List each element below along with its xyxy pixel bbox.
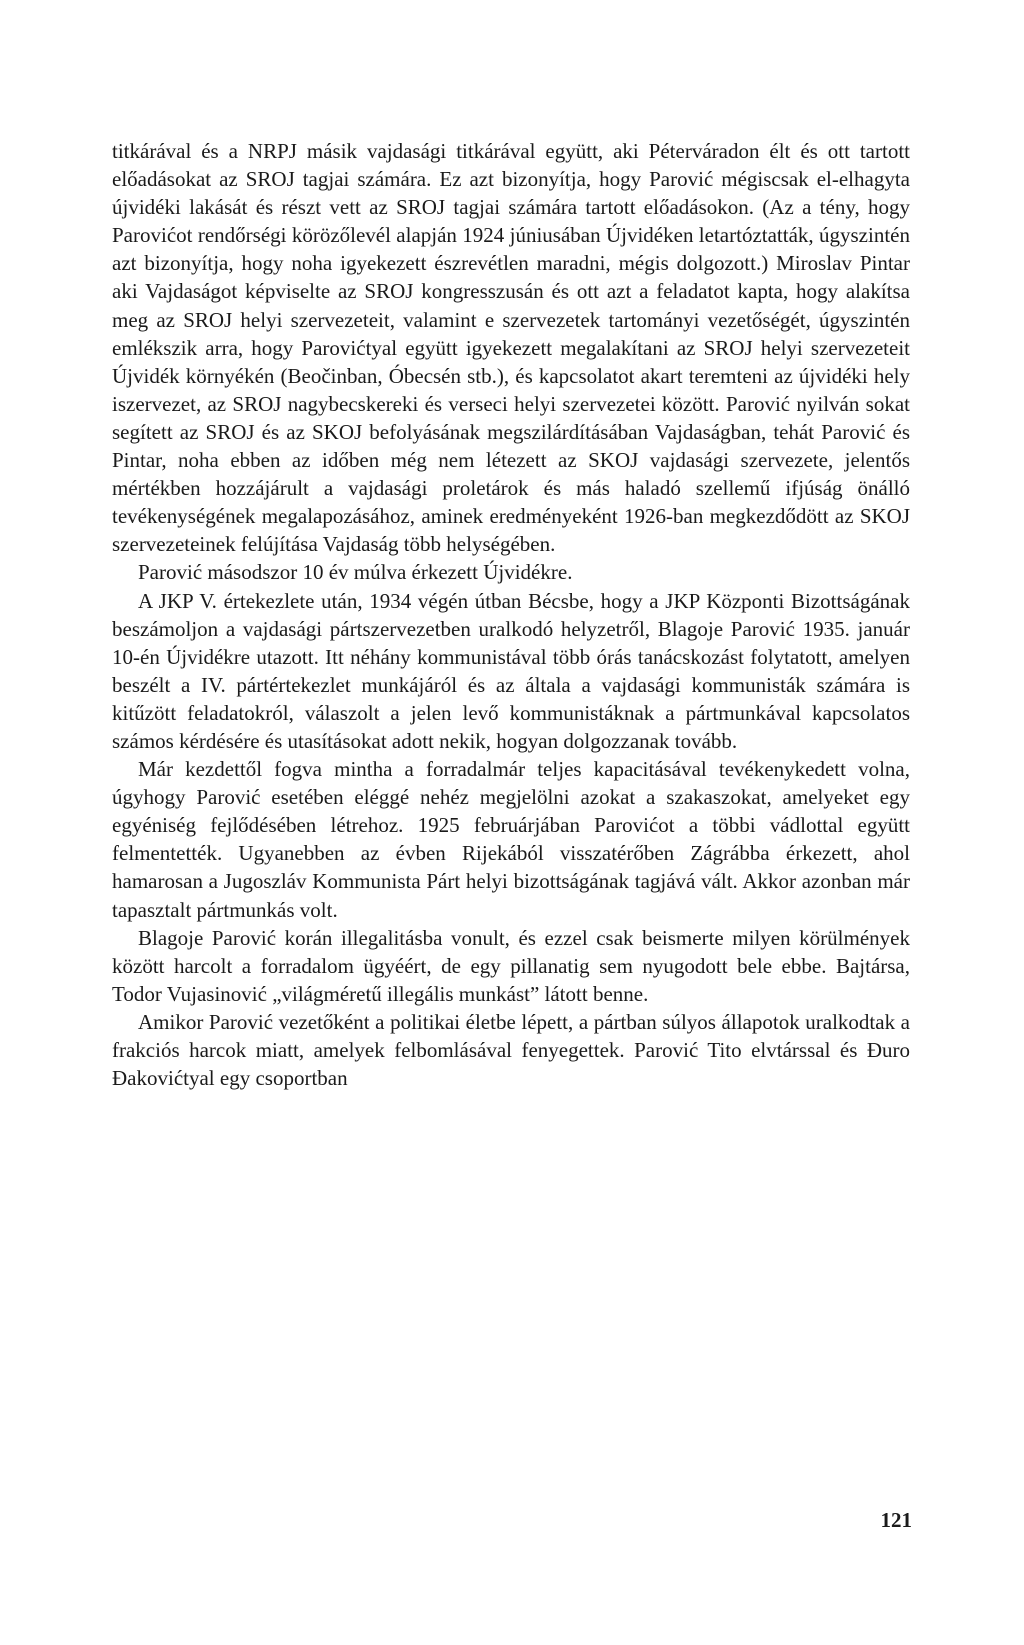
paragraph: Parović másodszor 10 év múlva érkezett Újvidékre. bbox=[138, 560, 573, 585]
paragraph: Már kezdettől fogva mintha a forradalmár teljes kapacitásával tevékenykedett volna, úgyhogy Parović esetében eléggé nehéz megjelölni azokat a szakaszokat, amelyeket egy egyéniség fejlődésében létrehoz. 1925 februárjában Parovićot a többi vádlottal együtt felmentették. Ugyanebben az évben Rijekából visszatérőben Zágrábba érkezett, ahol hamarosan a Jugoszláv Kommunista Párt helyi bizottságának tagjává vált. Akkor azonban már tapasztalt pártmunkás volt. bbox=[112, 757, 910, 922]
page-number: 121 bbox=[880, 1508, 912, 1532]
paragraph: Amikor Parović vezetőként a politikai életbe lépett, a pártban súlyos állapotok uralkodtak a frakciós harcok miatt, amelyek felbomlásával fenyegettek. Parović Tito elvtárssal és Đuro Đakovićtyal egy csoportban bbox=[112, 1009, 910, 1091]
body-text bbox=[112, 137, 910, 1092]
paragraph: titkárával és a NRPJ másik vajdasági titkárával együtt, aki Péterváradon élt és ott tartott előadásokat az SROJ tagjai számára. Ez azt bizonyítja, hogy Parović mégiscsak el-elhagyta újvidéki lakását és részt vett az SROJ tagjai számára tartott előadásokon. (Az a tény, hogy Parovićot rendőrségi körözőlevél alapján 1924 júniusában Újvidéken letartóztatták, úgyszintén azt bizonyítja, hogy noha igyekezett észrevétlen maradni, mégis dolgozott.) Miroslav Pintar aki Vajdaságot képviselte az SROJ kongresszusán és ott azt a feladatot kapta, hogy alakítsa meg az SROJ helyi szervezeteit, valamint e szervezetek tartományi vezetőségét, úgyszintén emlékszik arra, hogy Parovićtyal együtt igyekezett megalakítani az SROJ helyi szervezeteit Újvidék környékén (Beočinban, Óbecsén stb.), és kapcsolatot akart teremteni az újvidéki hely iszervezet, az SROJ nagybecskereki és verseci helyi szervezetei között. Parović nyilván sokat segített az SROJ és az SKOJ befolyásának megszilárdításában Vajdaságban, tehát Parović és Pintar, noha ebben az időben még nem létezett az SKOJ vajdasági szervezete, jelentős mértékben hozzájárult a vajdasági proletárok és más haladó szellemű ifjúság önálló tevékenységének megalapozásához, aminek eredményeként 1926-ban megkezdődött az SKOJ szervezeteinek felújítása Vajdaság több helységében. bbox=[112, 139, 910, 557]
paragraph: A JKP V. értekezlete után, 1934 végén útban Bécsbe, hogy a JKP Központi Bizottságának beszámoljon a vajdasági pártszervezetben uralkodó helyzetről, Blagoje Parović 1935. január 10-én Újvidékre utazott. Itt néhány kommunistával több órás tanácskozást folytatott, amelyen beszélt a IV. pártértekezlet munkájáról és az általa a vajdasági kommunisták számára is kitűzött feladatokról, válaszolt a jelen levő kommunistáknak a pártmunkával kapcsolatos számos kérdésére és utasításokat adott nekik, hogyan dolgozzanak tovább. bbox=[112, 588, 910, 753]
paragraph: Blagoje Parović korán illegalitásba vonult, és ezzel csak beismerte milyen körülmények között harcolt a forradalom ügyéért, de egy pillanatig sem nyugodott bele ebbe. Bajtársa, Todor Vujasinović „világméretű illegális munkást” látott benne. bbox=[112, 925, 910, 1006]
